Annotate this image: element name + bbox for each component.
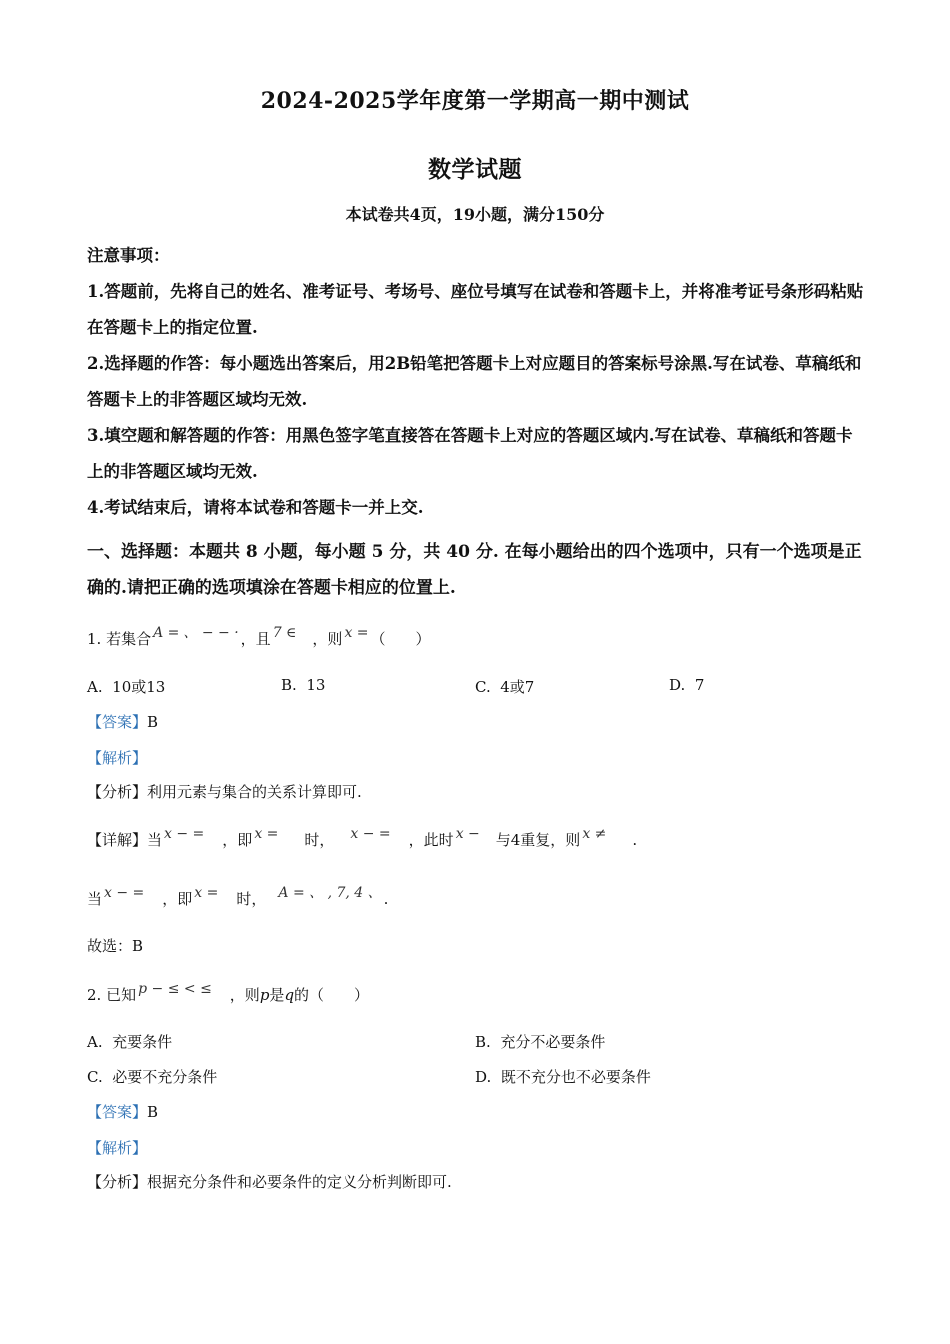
question-text: ，则 — [229, 986, 260, 1004]
math-expr: A = 、 , 7, 4 、 — [278, 885, 382, 901]
q1-fenxi — [87, 781, 362, 802]
answer-tag: 【答案】 — [87, 713, 148, 731]
question-text: 的（ ） — [294, 986, 370, 1004]
math-expr: 7 ∈ — [272, 625, 297, 641]
option-a: A. 10或13 — [87, 678, 166, 696]
exam-info: 本试卷共4页，19小题，满分150分 — [345, 205, 605, 224]
question-text: 已知 — [106, 986, 137, 1004]
subject-title: 数学试题 — [428, 156, 522, 183]
q1-conclusion: 故选：B — [87, 937, 144, 955]
note-item: 3.填空题和解答题的作答：用黑色签字笔直接答在答题卡上对应的答题区域内.写在试卷、草稿纸和答题卡上的非答题区域均无效. — [87, 426, 853, 481]
math-expr: x − = — [350, 826, 391, 842]
question-2 — [87, 981, 370, 1005]
option-d: D. 既不充分也不必要条件 — [475, 1068, 651, 1086]
fenxi-text: 利用元素与集合的关系计算即可. — [147, 783, 362, 801]
question-text: （ ） — [370, 630, 431, 648]
question-text: ，且 — [240, 630, 271, 648]
answer-value: B — [147, 1103, 159, 1121]
math-var: q — [284, 986, 295, 1004]
question-text: 若集合 — [106, 630, 152, 648]
note-item: 4.考试结束后，请将本试卷和答题卡一并上交. — [87, 498, 424, 517]
section-text: 一、选择题：本题共 8 小题，每小题 5 分，共 40 分. 在每小题给出的四个选项中，只有一个选项是正确的.请把正确的选项填涂在答题卡相应的位置上. — [87, 542, 862, 598]
note-item: 2.选择题的作答：每小题选出答案后，用2B铅笔把答题卡上对应题目的答案标号涂黑.写在试卷、草稿纸和答题卡上的非答题区域均无效. — [87, 354, 862, 409]
option-c: C. 必要不充分条件 — [87, 1068, 218, 1086]
question-number: 1. — [87, 630, 102, 648]
q1-answer — [87, 711, 158, 732]
notes-heading: 注意事项： — [87, 246, 170, 265]
q2-analysis-tag: 【解析】 — [87, 1139, 148, 1157]
fenxi-tag: 【分析】 — [87, 1173, 148, 1191]
question-text: 是 — [269, 986, 285, 1004]
note-item: 1.答题前，先将自己的姓名、准考证号、考场号、座位号填写在试卷和答题卡上，并将准考证号条形码粘贴在答题卡上的指定位置. — [87, 282, 864, 337]
detail-tag: 【详解】 — [87, 831, 148, 849]
math-var: p — [259, 986, 270, 1004]
fenxi-text: 根据充分条件和必要条件的定义分析判断即可. — [147, 1173, 452, 1191]
notes-block — [87, 238, 867, 526]
math-expr: x − = — [104, 885, 145, 901]
q2-fenxi — [87, 1171, 452, 1192]
q1-analysis-tag: 【解析】 — [87, 749, 148, 767]
option-b: B. 充分不必要条件 — [475, 1033, 606, 1051]
option-b: B. 13 — [281, 676, 326, 694]
math-expr: p − ≤ < ≤ — [138, 981, 212, 997]
answer-tag: 【答案】 — [87, 1103, 148, 1121]
math-expr: A = — [153, 625, 180, 641]
section-heading — [87, 534, 867, 606]
math-expr: x = — [344, 625, 369, 641]
math-expr: x − = — [164, 826, 205, 842]
option-a: A. 充要条件 — [87, 1033, 173, 1051]
option-c: C. 4或7 — [475, 678, 535, 696]
question-number: 2. — [87, 986, 102, 1004]
question-text: ，则 — [312, 630, 343, 648]
q1-detail-line1: 【详解】当 x − = ，即 x = 时， x − = ，此时 x − 与4重复，则 x ≠ . — [87, 826, 638, 849]
question-1 — [87, 625, 431, 649]
fenxi-tag: 【分析】 — [87, 783, 148, 801]
q2-answer — [87, 1101, 158, 1122]
math-expr: x = — [194, 885, 219, 901]
math-expr: x − — [455, 826, 480, 842]
math-expr: x = — [254, 826, 279, 842]
answer-value: B — [147, 713, 159, 731]
exam-title: 2024-2025学年度第一学期高一期中测试 — [260, 88, 690, 114]
option-d: D. 7 — [669, 676, 705, 694]
math-expr: x ≠ — [582, 826, 607, 842]
math-expr: 、 − − · — [183, 625, 239, 641]
q1-detail-line2: 当 x − = ，即 x = 时， A = 、 , 7, 4 、 . — [87, 885, 389, 908]
